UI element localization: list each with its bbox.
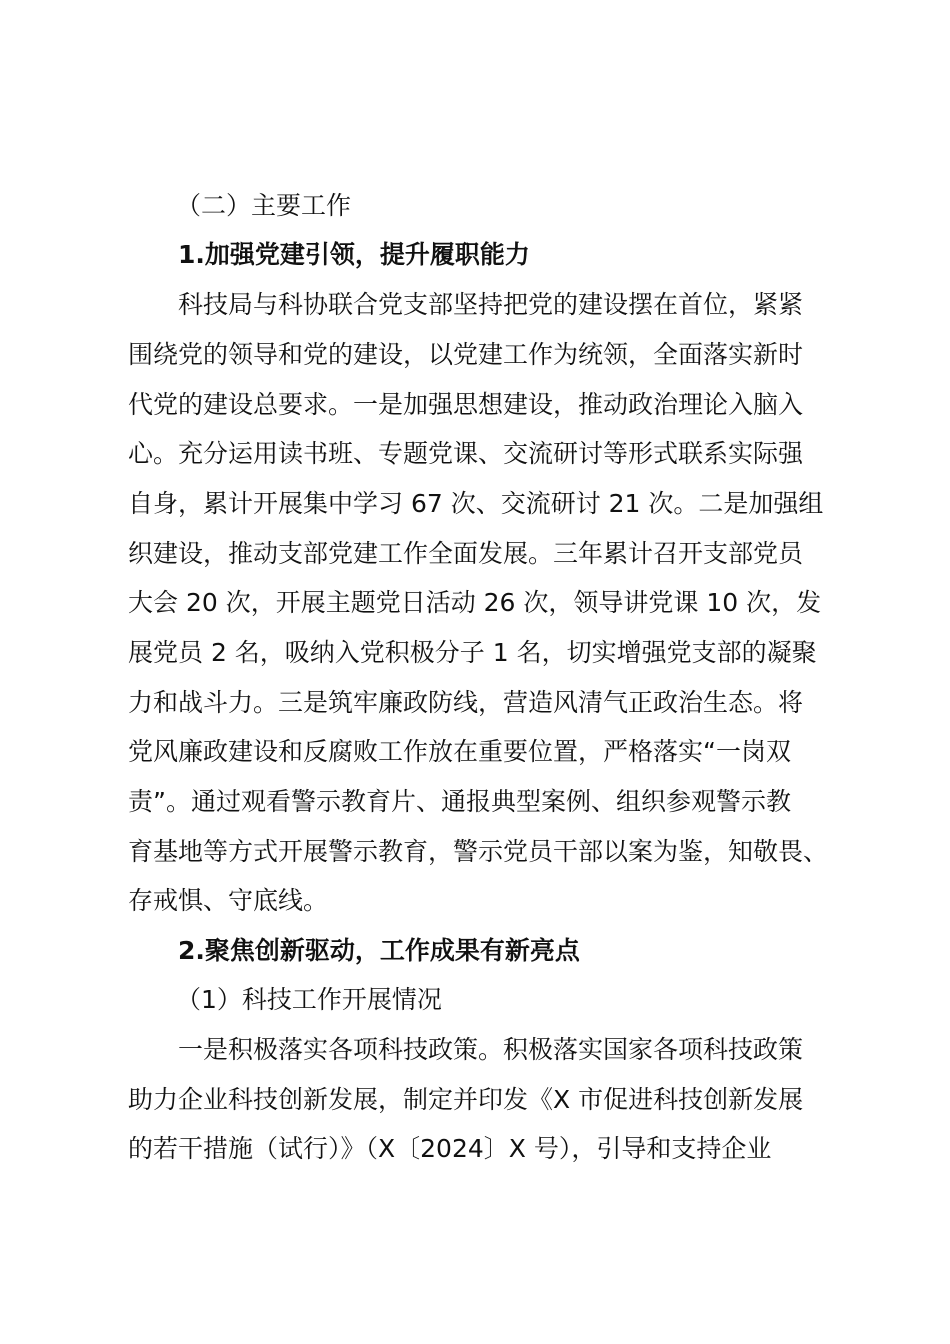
paragraph-line: 科技局与科协联合党支部坚持把党的建设摆在首位，紧紧 [178, 290, 804, 319]
paragraph-line: 围绕党的领导和党的建设，以党建工作为统领，全面落实新时 [128, 340, 804, 369]
paragraph-line: 一是积极落实各项科技政策。积极落实国家各项科技政策 [178, 1035, 804, 1064]
paragraph-line: 大会 20 次，开展主题党日活动 26 次，领导讲党课 10 次，发 [128, 588, 822, 617]
paragraph-line: 存戒惧、守底线。 [128, 886, 329, 915]
paragraph-line: 责”。通过观看警示教育片、通报典型案例、组织参观警示教 [128, 787, 791, 816]
paragraph-line: 展党员 2 名，吸纳入党积极分子 1 名，切实增强党支部的凝聚 [128, 638, 817, 667]
paragraph-line: 助力企业科技创新发展，制定并印发《X 市促进科技创新发展 [128, 1085, 804, 1114]
paragraph-line: 代党的建设总要求。一是加强思想建设，推动政治理论入脑入 [128, 390, 804, 419]
paragraph-line: 党风廉政建设和反腐败工作放在重要位置，严格落实“一岗双 [128, 737, 791, 766]
paragraph-line: 育基地等方式开展警示教育，警示党员干部以案为鉴，知敬畏、 [128, 837, 829, 866]
paragraph-line: 织建设，推动支部党建工作全面发展。三年累计召开支部党员 [128, 539, 804, 568]
heading-innovation: 2.聚焦创新驱动，工作成果有新亮点 [178, 936, 580, 965]
subheading-tech-work: （1）科技工作开展情况 [176, 985, 442, 1014]
paragraph-line: 力和战斗力。三是筑牢廉政防线，营造风清气正政治生态。将 [128, 688, 804, 717]
paragraph-line: 自身，累计开展集中学习 67 次、交流研讨 21 次。二是加强组 [128, 489, 824, 518]
paragraph-line: 心。充分运用读书班、专题党课、交流研讨等形式联系实际强 [128, 439, 804, 468]
heading-party-building: 1.加强党建引领，提升履职能力 [178, 240, 530, 269]
paragraph-line: 的若干措施（试行）》（X〔2024〕X 号），引导和支持企业 [128, 1134, 772, 1163]
section-heading: （二）主要工作 [176, 191, 352, 220]
